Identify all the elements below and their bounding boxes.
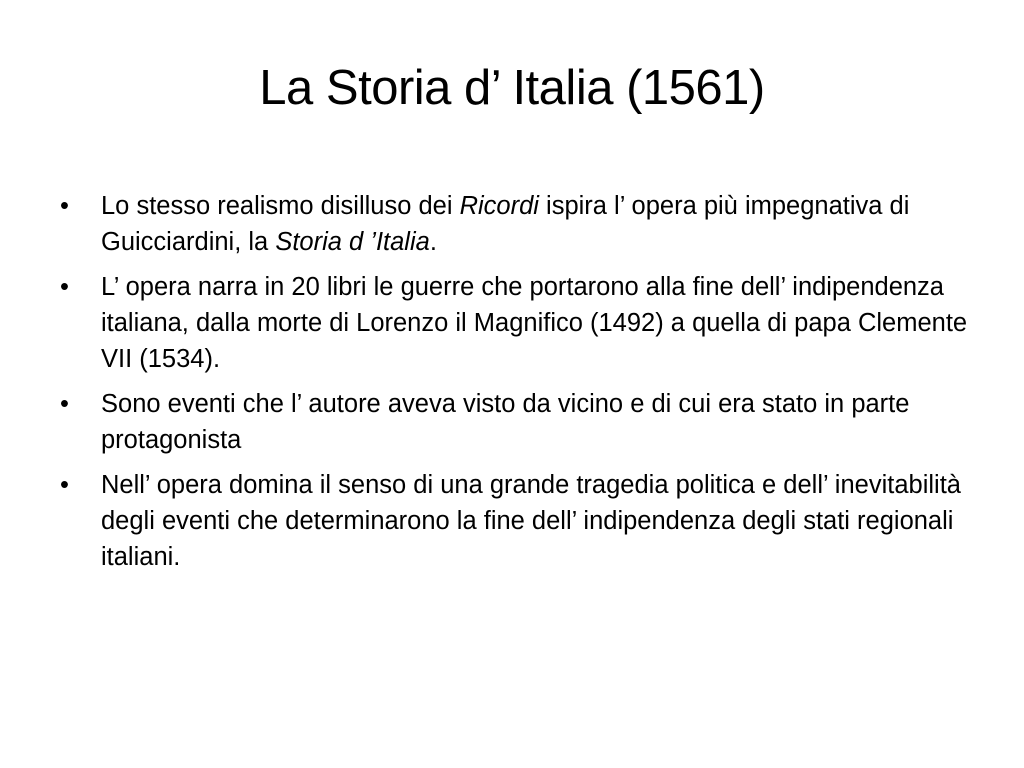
bullet-item [60,386,970,458]
bullet-text-part: ispira l’ opera più impegnativa di Guicciardini, la [101,192,910,256]
bullet-text-part: Sono eventi che l’ autore aveva visto da vicino e di cui era stato in parte protagonista [101,390,910,454]
bullet-list [60,188,970,584]
bullet-item [60,188,970,260]
bullet-item [60,467,970,575]
bullet-dot-icon: • [60,273,69,301]
bullet-text-part: Lo stesso realismo disilluso dei [101,192,460,220]
bullet-dot-icon: • [60,471,69,499]
italic-term: Storia d ’Italia [275,228,430,256]
bullet-text-part: Nell’ opera domina il senso di una grande tragedia politica e dell’ inevitabilità degli eventi che determinarono la fine dell’ indipendenza degli stati regionali italiani. [101,471,961,571]
bullet-dot-icon: • [60,192,69,220]
slide-title: La Storia d’ Italia (1561) [259,61,765,115]
bullet-text-part: L’ opera narra in 20 libri le guerre che portarono alla fine dell’ indipendenza italiana, dalla morte di Lorenzo il Magnifico (1492) a quella di papa Clemente VII (1534). [101,273,968,373]
bullet-dot-icon: • [60,390,69,418]
italic-term: Ricordi [459,192,539,220]
bullet-item [60,269,970,377]
bullet-text-part: . [429,228,437,256]
